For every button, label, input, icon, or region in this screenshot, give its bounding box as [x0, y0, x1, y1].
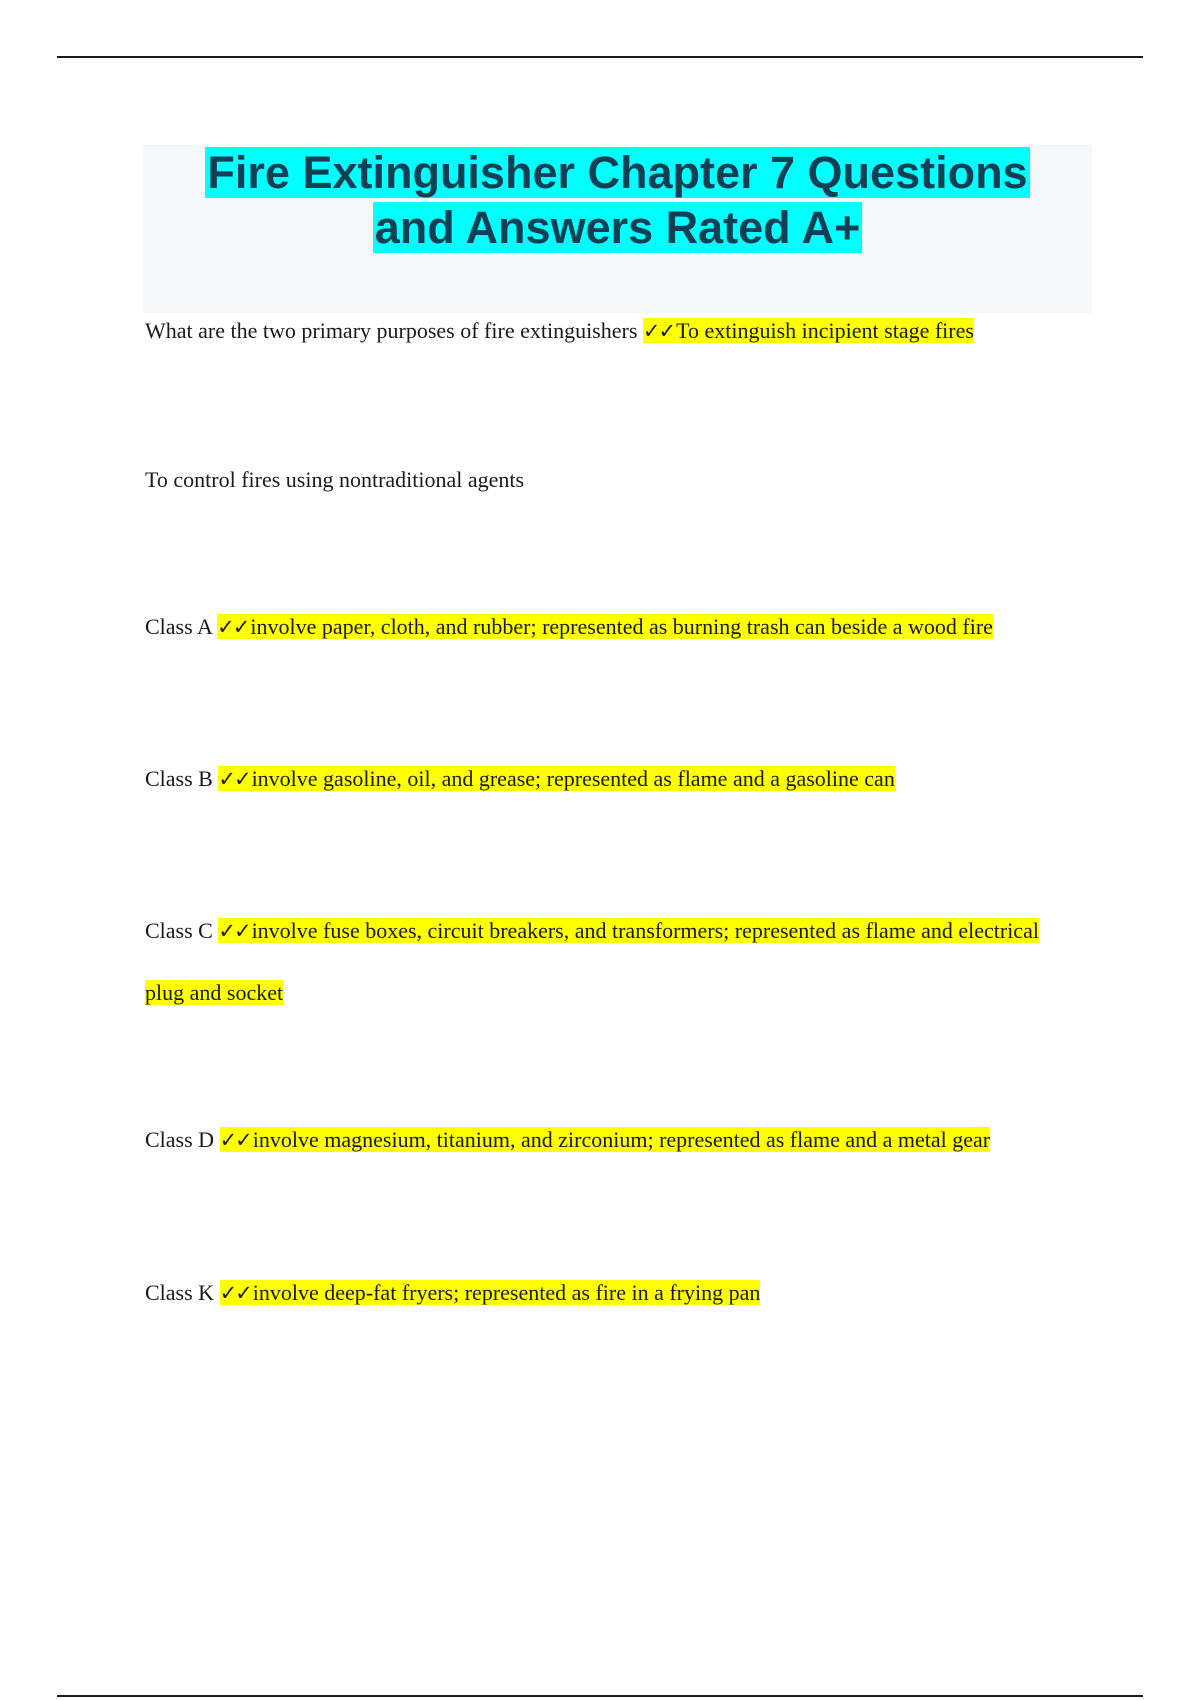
qa-item-class-a — [145, 596, 1105, 658]
answer-highlight — [220, 1280, 761, 1305]
question-text: Class D — [145, 1127, 215, 1152]
question-text: Class C — [145, 918, 213, 943]
answer-text: involve paper, cloth, and rubber; represented as burning trash can beside a wood fire — [250, 614, 993, 639]
question-text: Class A — [145, 614, 212, 639]
question-text: Class B — [145, 766, 213, 791]
qa-item-purposes — [145, 300, 1105, 362]
question-text: Class K — [145, 1280, 215, 1305]
checkmark-icon: ✓✓ — [217, 615, 249, 639]
checkmark-icon: ✓✓ — [219, 1128, 251, 1152]
checkmark-icon: ✓✓ — [218, 767, 250, 791]
answer-text: involve gasoline, oil, and grease; represented as flame and a gasoline can — [251, 766, 895, 791]
answer-highlight — [643, 318, 974, 343]
qa-item-class-b — [145, 748, 1105, 810]
qa-item-control-fires — [145, 449, 1105, 510]
title-banner — [143, 145, 1092, 313]
qa-item-class-d — [145, 1109, 1105, 1171]
title-line-2: and Answers Rated A+ — [374, 202, 861, 253]
header-rule — [57, 56, 1143, 58]
answer-text: involve fuse boxes, circuit breakers, and transformers; represented as flame and electrical plug and socket — [145, 918, 1039, 1005]
answer-highlight — [217, 614, 993, 639]
qa-item-class-c — [145, 900, 1045, 1023]
answer-text: involve deep-fat fryers; represented as fire in a frying pan — [252, 1280, 761, 1305]
answer-text: involve magnesium, titanium, and zirconium; represented as flame and a metal gear — [252, 1127, 991, 1152]
page-title — [143, 145, 1092, 255]
checkmark-icon: ✓✓ — [219, 1281, 251, 1305]
answer-text: To extinguish incipient stage fires — [676, 318, 974, 343]
answer-highlight — [218, 766, 894, 791]
checkmark-icon: ✓✓ — [642, 319, 675, 343]
question-text: What are the two primary purposes of fire extinguishers — [145, 318, 638, 343]
footer-rule — [57, 1695, 1143, 1697]
question-text: To control fires using nontraditional agents — [145, 467, 525, 492]
title-line-1: Fire Extinguisher Chapter 7 Questions — [207, 147, 1028, 198]
qa-item-class-k — [145, 1262, 1105, 1324]
checkmark-icon: ✓✓ — [218, 919, 250, 943]
answer-highlight — [145, 918, 1039, 1005]
answer-highlight — [220, 1127, 991, 1152]
